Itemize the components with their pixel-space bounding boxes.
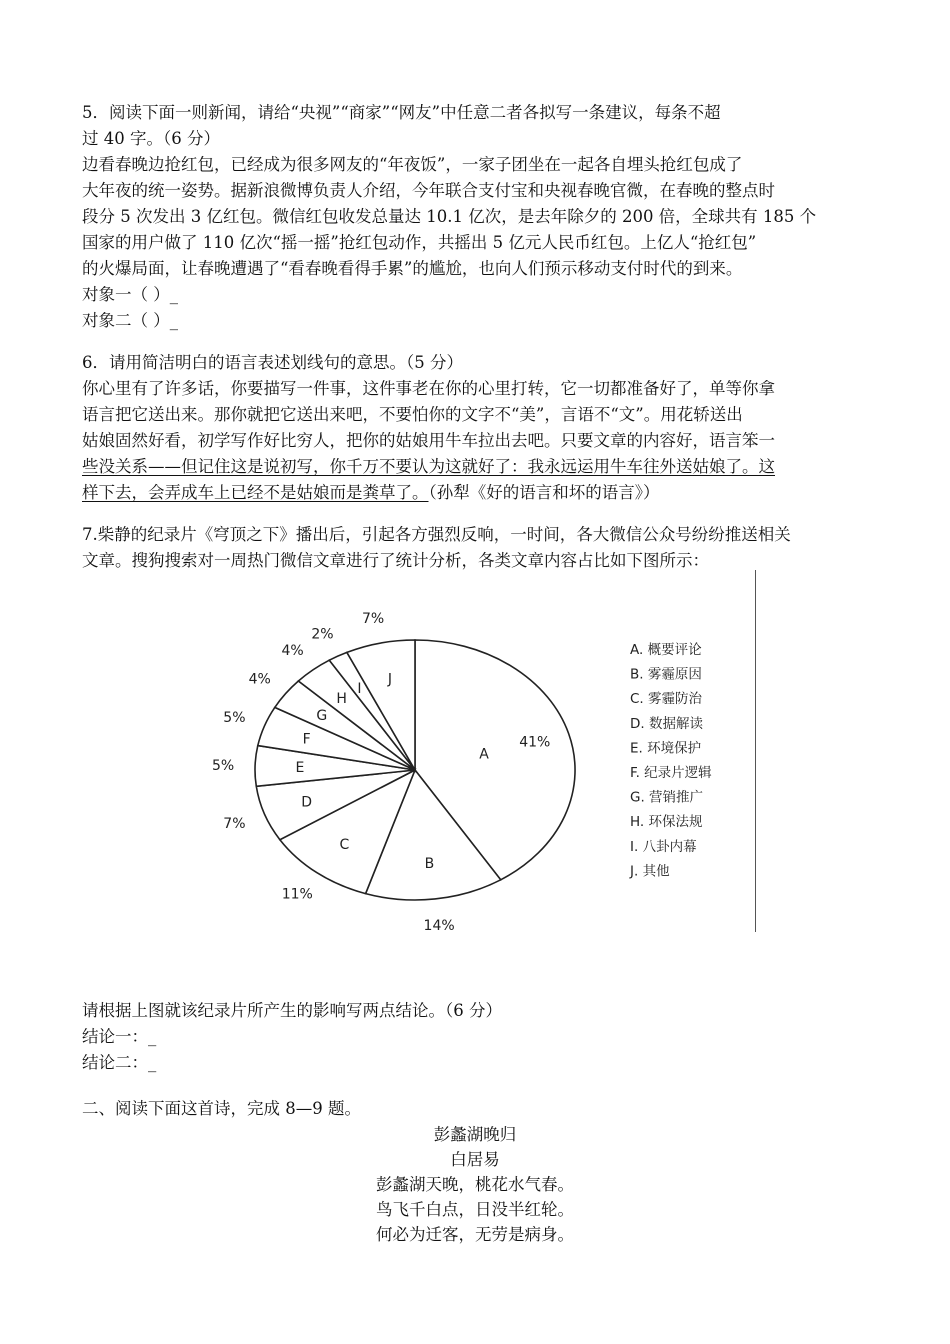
q6-underlined-sentence: 你千万不要认为这就好了：我永远运用牛车往外送姑娘了。这 [329,457,775,476]
q5-prompt-line1: 5．阅读下面一则新闻，请给“央视”“商家”“网友”中任意二者各拟写一条建议，每条不超 [82,103,721,122]
percent-label-F: 5% [223,710,246,727]
q6-passage-line: 你心里有了许多话，你要描写一件事，这件事老在你的心里打转，它一切都准备好了，单等你拿 [82,379,775,398]
q6-passage-line: 姑娘固然好看，初学写作好比穷人，把你的姑娘用牛车拉出去吧。只要文章的内容好，语言笨一 [82,431,775,450]
slice-letter-J: J [387,671,392,688]
poem-line: 何必为迁客，无劳是病身。 [376,1225,574,1244]
legend-item-I: I. 八卦内幕 [630,838,697,855]
q6-passage-line: 语言把它送出来。那你就把它送出来吧，不要怕你的文字不“美”，言语不“文”。用花轿送出 [82,405,743,424]
legend-item-A: A. 概要评论 [630,642,702,658]
q7-conclusion-2[interactable]: 结论二：_ [82,1053,157,1072]
q5-passage-line: 国家的用户做了 110 亿次“摇一摇”抢红包动作，共摇出 5 亿元人民币红包。上亿人“抢红包” [82,233,757,252]
legend-item-H: H. 环保法规 [630,814,703,831]
part2-intro: 二、阅读下面这首诗，完成 8—9 题。 [82,1099,361,1118]
q7-prompt-line1: 7.柴静的纪录片《穹顶之下》播出后，引起各方强烈反响，一时间，各大微信公众号纷纷推送相关 [82,525,791,544]
slice-letter-A: A [479,746,489,763]
poem-line: 鸟飞千白点，日没半红轮。 [376,1200,574,1219]
legend-item-C: C. 雾霾防治 [630,691,703,708]
slice-letter-D: D [301,794,312,811]
legend-item-G: G. 营销推广 [630,789,704,806]
percent-label-A: 41% [519,734,551,751]
poem-author: 白居易 [450,1150,500,1169]
percent-label-D: 7% [223,815,246,832]
percent-label-C: 11% [281,886,313,903]
q6-prompt: 6．请用简洁明白的语言表述划线句的意思。（5 分） [82,353,463,372]
q5-passage-line: 边看春晚边抢红包，已经成为很多网友的“年夜饭”，一家子团坐在一起各自埋头抢红包成了 [82,155,743,174]
slice-letter-C: C [339,837,350,853]
legend-item-D: D. 数据解读 [630,715,703,732]
poem-line: 彭蠡湖天晚，桃花水气春。 [376,1175,574,1194]
legend-item-F: F. 纪录片逻辑 [630,765,712,781]
q5-answer-object-2[interactable]: 对象二（ ）_ [82,311,178,330]
slice-letter-F: F [302,731,311,748]
q7-prompt-line2: 文章。搜狗搜索对一周热门微信文章进行了统计分析，各类文章内容占比如下图所示： [82,551,709,570]
q5-passage-line: 大年夜的统一姿势。据新浪微博负责人介绍，今年联合支付宝和央视春晚官微，在春晚的整点时 [82,181,775,200]
q5-answer-object-1[interactable]: 对象一（ ）_ [82,285,178,304]
slice-letter-B: B [424,855,435,872]
legend-item-B: B. 雾霾原因 [630,666,702,683]
poem-title: 彭蠡湖晚归 [433,1125,517,1144]
legend-item-J: J. 其他 [630,863,670,880]
q5-passage-line: 段分 5 次发出 3 亿红包。微信红包收发总量达 10.1 亿次，是去年除夕的 200 倍，全球共有 185 个 [82,207,817,226]
q6-underlined-text: 些没关系——但记住这是说初写， [82,457,330,476]
percent-label-I: 2% [311,626,334,643]
q6-passage-line [82,454,775,479]
legend-item-E: E. 环境保护 [630,740,702,757]
slice-letter-H: H [336,690,347,707]
q5-passage-line: 的火爆局面，让春晚遭遇了“看春晚看得手累”的尴尬，也向人们预示移动支付时代的到来。 [82,259,743,278]
percent-label-G: 4% [248,671,271,688]
q6-underlined-sentence-end: 样下去，会弄成车上已经不是姑娘而是粪草了。 [82,483,429,502]
percent-label-E: 5% [211,758,235,775]
q5-prompt-line2: 过 40 字。（6 分） [82,129,220,148]
percent-label-B: 14% [423,917,455,934]
slice-letter-E: E [295,760,305,777]
q6-passage-line [82,480,660,505]
q6-source: （孙犁《好的语言和坏的语言》） [428,483,660,502]
slice-letter-G: G [316,708,328,724]
figure-border-line [755,570,756,932]
slice-letter-I: I [357,681,362,697]
pie-chart [210,600,750,934]
q7-conclusion-1[interactable]: 结论一：_ [82,1027,157,1046]
percent-label-J: 7% [361,610,385,627]
q7-ask: 请根据上图就该纪录片所产生的影响写两点结论。（6 分） [82,1001,502,1020]
chart-legend [629,641,712,879]
percent-label-H: 4% [281,642,304,659]
